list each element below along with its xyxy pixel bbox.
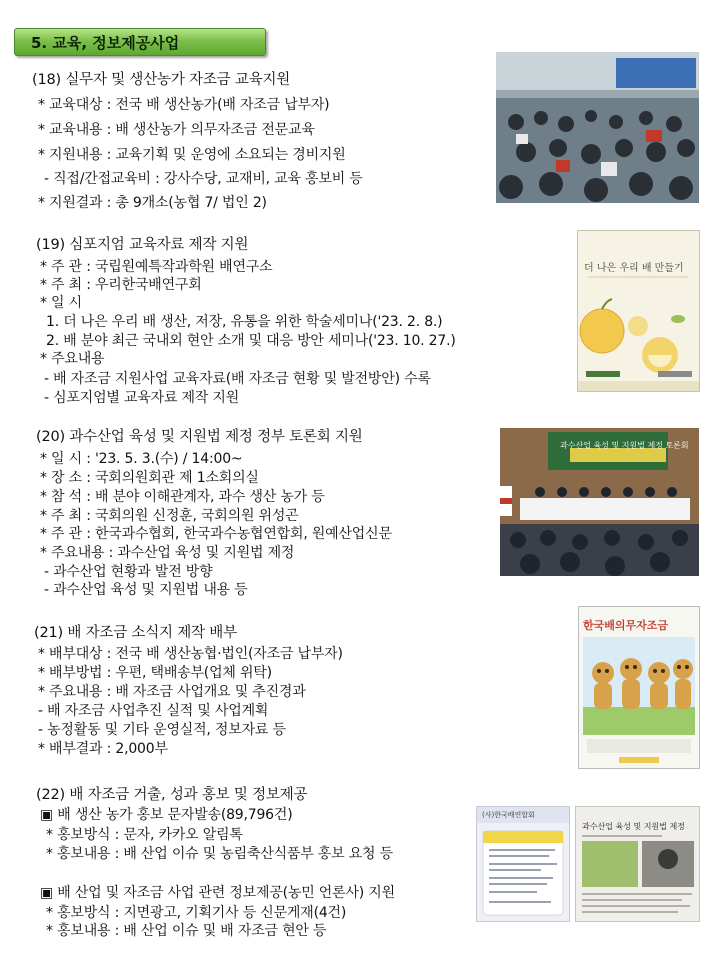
item-22-line: * 홍보내용 : 배 산업 이슈 및 배 자조금 현안 등 <box>46 923 327 939</box>
item-19-line: * 주 최 : 우리한국배연구회 <box>40 277 202 293</box>
item-21-line: * 배부결과 : 2,000부 <box>38 741 168 757</box>
item-21-title: (21) 배 자조금 소식지 제작 배부 <box>34 625 237 641</box>
booklet-title: 더 나은 우리 배 만들기 <box>584 263 684 274</box>
item-19-line: * 주요내용 <box>40 351 105 367</box>
item-19-line: 1. 더 나은 우리 배 생산, 저장, 유통을 위한 학술세미나('23. 2. 8.) <box>46 314 443 330</box>
item-20-line: * 주요내용 : 과수산업 육성 및 지원법 제정 <box>40 545 295 561</box>
sms-sender: (사)한국배연합회 <box>482 811 535 819</box>
item-18-line: * 교육대상 : 전국 배 생산농가(배 자조금 납부자) <box>38 97 330 113</box>
item-19-title: (19) 심포지엄 교육자료 제작 지원 <box>36 237 249 253</box>
item-21-line: * 주요내용 : 배 자조금 사업개요 및 추진경과 <box>38 684 306 700</box>
item-21-line: - 농정활동 및 기타 운영실적, 정보자료 등 <box>38 722 286 738</box>
item-19-line: - 배 자조금 지원사업 교육자료(배 자조금 현황 및 발전방안) 수록 <box>44 371 431 387</box>
newsletter-cover <box>578 606 700 769</box>
item-19-line: 2. 배 분야 최근 국내외 현안 소개 및 대응 방안 세미나('23. 10. 27.) <box>46 333 456 349</box>
forum-photo <box>500 428 699 576</box>
sms-screenshot <box>476 806 570 922</box>
item-19-line: - 심포지엄별 교육자료 제작 지원 <box>44 390 240 406</box>
item-18-title: (18) 실무자 및 생산농가 자조금 교육지원 <box>32 72 291 88</box>
section-title: 5. 교육, 정보제공사업 <box>31 34 180 52</box>
item-20-line: - 과수산업 현황과 발전 방향 <box>44 564 213 580</box>
item-21-line: * 배부방법 : 우편, 택배송부(업체 위탁) <box>38 665 272 681</box>
item-21-line: * 배부대상 : 전국 배 생산농협·법인(자조금 납부자) <box>38 646 343 662</box>
item-22-line: ▣ 배 산업 및 자조금 사업 관련 정보제공(농민 언론사) 지원 <box>40 885 395 901</box>
item-18-line: * 지원내용 : 교육기획 및 운영에 소요되는 경비지원 <box>38 147 346 163</box>
item-20-line: * 참 석 : 배 분야 이해관계자, 과수 생산 농가 등 <box>40 489 325 505</box>
item-20-line: * 주 최 : 국회의원 신정훈, 국회의원 위성곤 <box>40 508 299 524</box>
item-20-title: (20) 과수산업 육성 및 지원법 제정 정부 토론회 지원 <box>36 429 363 445</box>
clipping-headline: 과수산업 육성 및 지원법 제정 <box>582 822 685 831</box>
item-18-line: * 지원결과 : 총 9개소(농협 7/ 법인 2) <box>38 195 267 211</box>
item-22-line: ▣ 배 생산 농가 홍보 문자발송(89,796건) <box>40 807 293 823</box>
item-22-line: * 홍보방식 : 지면광고, 기획기사 등 신문게재(4건) <box>46 905 347 921</box>
item-20-line: * 주 관 : 한국과수협회, 한국과수농협연합회, 원예산업신문 <box>40 526 392 542</box>
newsletter-title: 한국배의무자조금 <box>583 619 669 632</box>
forum-banner-text: 과수산업 육성 및 지원법 제정 토론회 <box>560 441 689 450</box>
item-20-line: * 장 소 : 국회의원회관 제 1소회의실 <box>40 470 259 486</box>
item-19-line: * 일 시 <box>40 295 82 311</box>
section-header <box>14 28 266 56</box>
item-19-line: * 주 관 : 국립원예특작과학원 배연구소 <box>40 259 273 275</box>
item-22-line: * 홍보내용 : 배 산업 이슈 및 농림축산식품부 홍보 요청 등 <box>46 846 393 862</box>
item-18-line: * 교육내용 : 배 생산농가 의무자조금 전문교육 <box>38 122 315 138</box>
education-session-photo <box>496 52 699 203</box>
item-22-title: (22) 배 자조금 거출, 성과 홍보 및 정보제공 <box>36 787 308 803</box>
newspaper-clipping <box>575 806 700 922</box>
item-22-line: * 홍보방식 : 문자, 카카오 알림톡 <box>46 827 243 843</box>
item-20-line: - 과수산업 육성 및 지원법 내용 등 <box>44 582 248 598</box>
item-20-line: * 일 시 : '23. 5. 3.(수) / 14:00~ <box>40 451 243 467</box>
symposium-booklet-cover <box>577 230 700 392</box>
item-18-line: - 직접/간접교육비 : 강사수당, 교재비, 교육 홍보비 등 <box>44 171 363 187</box>
item-21-line: - 배 자조금 사업추진 실적 및 사업계획 <box>38 703 269 719</box>
